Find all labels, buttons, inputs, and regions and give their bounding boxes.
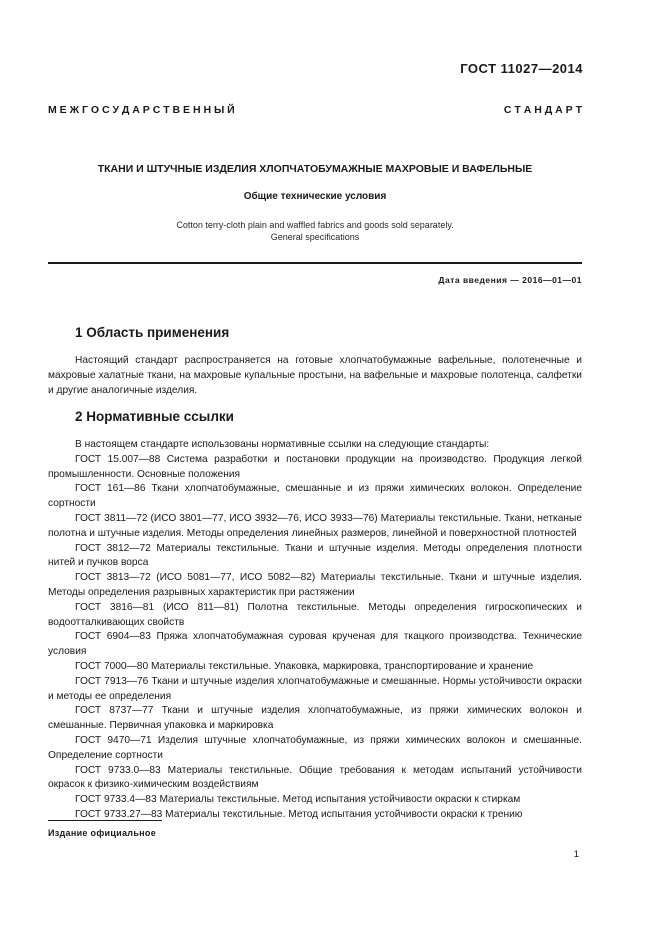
section-heading-scope: 1 Область применения — [75, 325, 230, 340]
reference-item: ГОСТ 15.007—88 Система разработки и постановки продукции на производство. Продукция легкой промышленности. Основные положения — [48, 453, 582, 480]
english-title — [48, 219, 582, 243]
section-body-references — [48, 438, 582, 823]
reference-item: ГОСТ 7913—76 Ткани и штучные изделия хлопчатобумажные и смешанные. Нормы устойчивости окраски и методы ее определения — [48, 675, 582, 702]
header-divider — [48, 262, 582, 264]
reference-item: ГОСТ 9733.0—83 Материалы текстильные. Общие требования к методам испытаний устойчивости окрасок к физико-химическим воздействиям — [48, 764, 582, 791]
reference-item: ГОСТ 9470—71 Изделия штучные хлопчатобумажные, из пряжи химических волокон и смешанные. Определение сортности — [48, 734, 582, 761]
section-heading-references: 2 Нормативные ссылки — [75, 409, 234, 424]
paragraph: В настоящем стандарте использованы нормативные ссылки на следующие стандарты: — [75, 439, 490, 450]
footer-divider — [48, 820, 162, 821]
reference-item: ГОСТ 161—86 Ткани хлопчатобумажные, смешанные и из пряжи химических волокон. Определение сортности — [48, 483, 582, 510]
introduction-date: Дата введения — 2016—01—01 — [438, 275, 582, 285]
reference-item: ГОСТ 9733.27—83 Материалы текстильные. Метод испытания устойчивости окраски к трению — [75, 808, 523, 820]
paragraph: Настоящий стандарт распространяется на готовые хлопчатобумажные вафельные, полотенечные и махровые халатные ткани, на махровые купальные простыни, на вафельные и махровые полотенца, салфетки и другие аналогичные изделия. — [48, 355, 582, 396]
reference-item: ГОСТ 3812—72 Материалы текстильные. Ткани и штучные изделия. Методы определения плотности нитей и пучков ворса — [48, 542, 582, 569]
reference-item: ГОСТ 6904—83 Пряжа хлопчатобумажная суровая крученая для ткацкого производства. Технические условия — [48, 631, 582, 658]
interstate-word: М Е Ж Г О С У Д А Р С Т В Е Н Н Ы Й — [48, 104, 235, 116]
standard-number: ГОСТ 11027—2014 — [460, 61, 583, 76]
reference-item: ГОСТ 3816—81 (ИСО 811—81) Полотна текстильные. Методы определения гигроскопических и водоотталкивающих свойств — [48, 601, 582, 628]
document-subtitle: Общие технические условия — [243, 191, 387, 202]
page-number: 1 — [573, 849, 579, 860]
reference-item: ГОСТ 3813—72 (ИСО 5081—77, ИСО 5082—82) Материалы текстильные. Ткани и штучные изделия. Методы определения разрывных характеристик при растяжении — [48, 572, 582, 598]
official-edition-label: Издание официальное — [48, 828, 157, 838]
document-title: ТКАНИ И ШТУЧНЫЕ ИЗДЕЛИЯ ХЛОПЧАТОБУМАЖНЫЕ МАХРОВЫЕ И ВАФЕЛЬНЫЕ — [97, 163, 533, 175]
english-title-line: Cotton terry-cloth plain and waffled fabrics and goods sold separately. — [176, 220, 454, 230]
section-body-scope — [48, 354, 582, 398]
english-title-line: General specifications — [270, 232, 360, 242]
interstate-standard-banner — [48, 104, 582, 116]
standard-word: С Т А Н Д А Р Т — [503, 104, 582, 116]
reference-item: ГОСТ 8737—77 Ткани и штучные изделия хлопчатобумажные, из пряжи химических волокон и смешанные. Первичная упаковка и маркировка — [48, 705, 582, 732]
reference-item: ГОСТ 3811—72 (ИСО 3801—77, ИСО 3932—76, ИСО 3933—76) Материалы текстильные. Ткани, нетканые полотна и штучные изделия. Методы определения линейных размеров, линейной и поверхностной плотностей — [48, 512, 582, 539]
reference-item: ГОСТ 9733.4—83 Материалы текстильные. Метод испытания устойчивости окраски к стиркам — [75, 794, 521, 806]
reference-item: ГОСТ 7000—80 Материалы текстильные. Упаковка, маркировка, транспортирование и хранение — [75, 660, 534, 672]
